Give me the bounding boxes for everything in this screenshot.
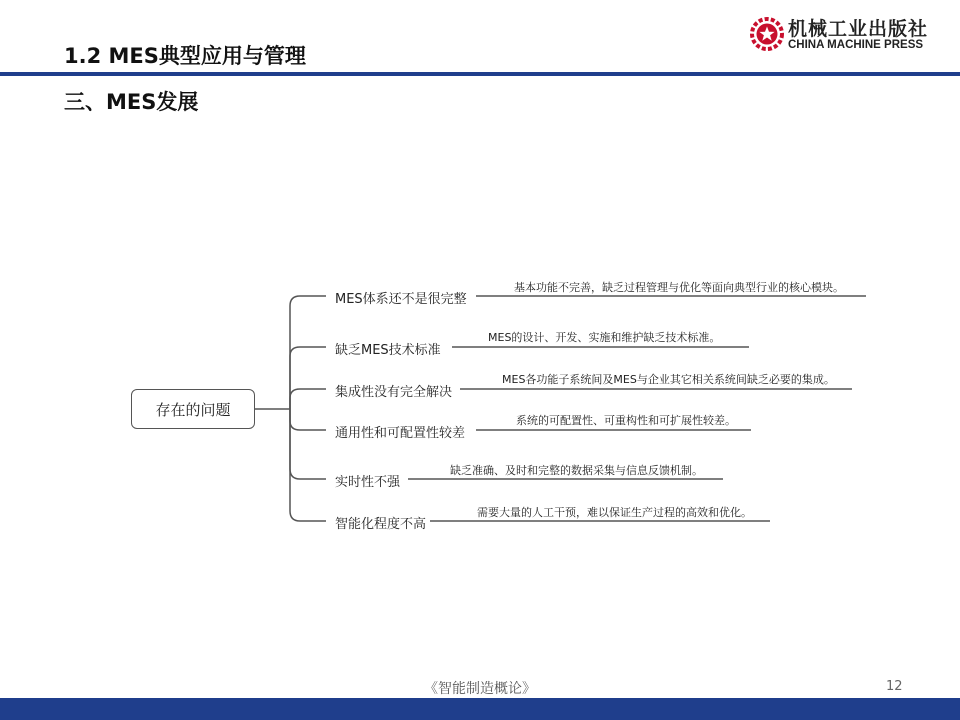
branch-label: 实时性不强 (335, 475, 401, 490)
branch-label: 集成性没有完全解决 (335, 385, 453, 400)
branch-detail: MES的设计、开发、实施和维护缺乏技术标准。 (488, 331, 721, 344)
branch-label: MES体系还不是很完整 (335, 292, 467, 307)
branch-label: 缺乏MES技术标准 (335, 343, 441, 358)
footer-book-title: 《智能制造概论》 (424, 681, 536, 697)
page-number: 12 (886, 679, 903, 694)
footer-bar (0, 698, 960, 720)
publisher-name-en: CHINA MACHINE PRESS (788, 39, 924, 51)
branch-detail: 系统的可配置性、可重构性和可扩展性较差。 (516, 414, 736, 427)
branch-detail: 需要大量的人工干预，难以保证生产过程的高效和优化。 (477, 506, 752, 519)
slide-title: 1.2 MES典型应用与管理 (64, 44, 306, 68)
branch-detail: 缺乏准确、及时和完整的数据采集与信息反馈机制。 (450, 464, 703, 477)
section-heading: 三、MES发展 (64, 90, 199, 114)
publisher-name-cn: 机械工业出版社 (788, 18, 929, 40)
branch-detail: MES各功能子系统间及MES与企业其它相关系统间缺乏必要的集成。 (502, 373, 835, 386)
branch-detail: 基本功能不完善，缺乏过程管理与优化等面向典型行业的核心模块。 (514, 281, 844, 294)
branch-label: 通用性和可配置性较差 (335, 426, 466, 441)
branch-label: 智能化程度不高 (335, 517, 427, 532)
mindmap-root: 存在的问题 (131, 389, 255, 429)
